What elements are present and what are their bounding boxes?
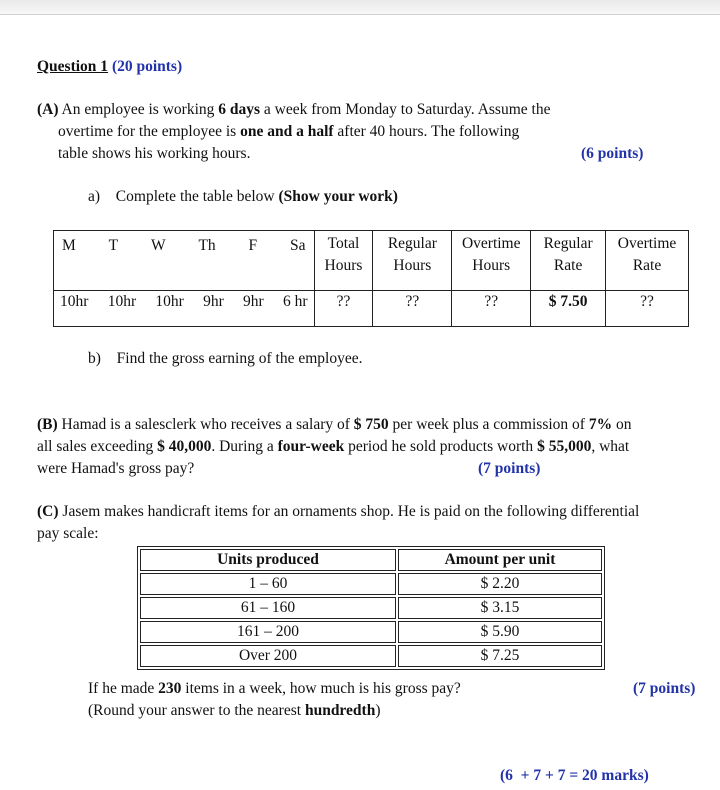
- hours-table-header-row: [54, 231, 689, 291]
- column-header: [373, 231, 452, 291]
- partB-label: (B): [37, 416, 58, 433]
- partB-bold: $ 40,000: [157, 438, 212, 455]
- header-line: Hours: [393, 257, 432, 274]
- day-value: 9hr: [243, 293, 264, 310]
- day-header: T: [108, 237, 119, 254]
- hours-table: [53, 230, 689, 327]
- day-header: Sa: [289, 237, 306, 254]
- day-header: Th: [198, 237, 216, 254]
- partB-text: period he sold products worth: [344, 438, 538, 455]
- partC-text: If he made: [88, 680, 159, 697]
- units-cell: 161 – 200: [140, 621, 396, 643]
- total-marks: (6 + 7 + 7 = 20 marks): [500, 767, 649, 784]
- sub-a-text: Complete the table below: [115, 188, 279, 205]
- regular-rate-value: $ 7.50: [531, 291, 606, 327]
- partC-bold: 230: [158, 680, 182, 697]
- overtime-hours-value: ??: [452, 291, 531, 327]
- day-header: M: [62, 237, 76, 254]
- partB-points: (7 points): [478, 460, 541, 477]
- partA-sub-a: [88, 186, 398, 208]
- partC-text: (Round your answer to the nearest: [88, 702, 305, 719]
- day-value: 10hr: [107, 293, 137, 310]
- column-header: [452, 231, 531, 291]
- partA-line3: table shows his working hours.: [58, 145, 251, 162]
- header-line: Total: [327, 235, 360, 252]
- question-title: Question 1: [37, 58, 109, 75]
- header-line: Hours: [324, 257, 363, 274]
- column-header: [606, 231, 689, 291]
- partB-bold: $ 750: [353, 416, 389, 433]
- header-line: Regular: [387, 235, 437, 252]
- partA-sub-b: [88, 348, 362, 370]
- partA-points: (6 points): [581, 145, 644, 162]
- partA-text: overtime for the employee is: [58, 123, 241, 140]
- units-header: Units produced: [140, 549, 396, 571]
- partC-label: (C): [37, 503, 59, 520]
- header-line: Regular: [543, 235, 593, 252]
- partA-text: a week from Monday to Saturday. Assume the: [260, 101, 551, 118]
- partA-label: (A): [37, 101, 59, 118]
- partC-bold: hundredth: [304, 702, 376, 719]
- amount-cell: $ 3.15: [398, 597, 602, 619]
- partB-text: on: [612, 416, 632, 433]
- total-hours-value: ??: [314, 291, 373, 327]
- header-line: Hours: [472, 257, 511, 274]
- partA-bold-days: 6 days: [218, 101, 261, 118]
- window-top-bar: [0, 0, 720, 15]
- partB-text: all sales exceeding: [37, 438, 158, 455]
- overtime-rate-value: ??: [606, 291, 689, 327]
- day-value: 9hr: [203, 293, 224, 310]
- header-line: Overtime: [617, 235, 677, 252]
- partC-question-line1: [88, 678, 461, 700]
- partA-line2: [58, 121, 519, 143]
- partC-text: items in a week, how much is his gross pay?: [181, 680, 461, 697]
- days-header-cell: [54, 231, 315, 291]
- pay-scale-table: [137, 546, 605, 670]
- pay-scale-header-row: [140, 549, 602, 571]
- units-cell: 1 – 60: [140, 573, 396, 595]
- partB-text: Hamad is a salesclerk who receives a salary of: [57, 416, 354, 433]
- partB-bold: four-week: [277, 438, 345, 455]
- column-header: [314, 231, 373, 291]
- hours-table-value-row: [54, 291, 689, 327]
- partA-bold-rate: one and a half: [240, 123, 334, 140]
- partB-text: per week plus a commission of: [388, 416, 589, 433]
- sub-a-label: a): [88, 188, 101, 205]
- partA-text: after 40 hours. The following: [333, 123, 520, 140]
- header-line: Rate: [632, 257, 662, 274]
- question-points: (20 points): [111, 58, 183, 75]
- table-row: [140, 597, 602, 619]
- units-cell: Over 200: [140, 645, 396, 667]
- partB-bold: 7%: [588, 416, 613, 433]
- partC-question-line2: [88, 700, 381, 722]
- day-values-cell: [54, 291, 315, 327]
- partA-text: An employee is working: [58, 101, 219, 118]
- partC-text: Jasem makes handicraft items for an ornaments shop. He is paid on the following differential: [58, 503, 640, 520]
- header-line: Rate: [553, 257, 583, 274]
- partB-line1: [37, 414, 631, 436]
- day-header: W: [150, 237, 166, 254]
- regular-hours-value: ??: [373, 291, 452, 327]
- table-row: [140, 573, 602, 595]
- partC-line2: pay scale:: [37, 525, 99, 542]
- partB-text: , what: [591, 438, 630, 455]
- day-value: 10hr: [60, 293, 89, 310]
- sub-b-text: Find the gross earning of the employee.: [116, 350, 363, 367]
- partC-text: ): [375, 702, 381, 719]
- partB-line3: were Hamad's gross pay?: [37, 460, 195, 477]
- partB-bold: $ 55,000: [537, 438, 592, 455]
- question-heading: [37, 56, 182, 78]
- day-value: 6 hr: [282, 293, 308, 310]
- amount-cell: $ 5.90: [398, 621, 602, 643]
- partA-line1: [37, 99, 550, 121]
- amount-cell: $ 7.25: [398, 645, 602, 667]
- sub-b-label: b): [88, 350, 101, 367]
- units-cell: 61 – 160: [140, 597, 396, 619]
- header-line: Overtime: [461, 235, 521, 252]
- day-header: F: [248, 237, 258, 254]
- table-row: [140, 621, 602, 643]
- partC-line1: [37, 501, 639, 523]
- sub-a-bold: (Show your work): [278, 188, 398, 205]
- column-header: [531, 231, 606, 291]
- table-row: [140, 645, 602, 667]
- partB-text: . During a: [211, 438, 278, 455]
- amount-header: Amount per unit: [398, 549, 602, 571]
- amount-cell: $ 2.20: [398, 573, 602, 595]
- partC-points: (7 points): [633, 680, 696, 697]
- day-value: 10hr: [155, 293, 184, 310]
- partB-line2: [37, 436, 629, 458]
